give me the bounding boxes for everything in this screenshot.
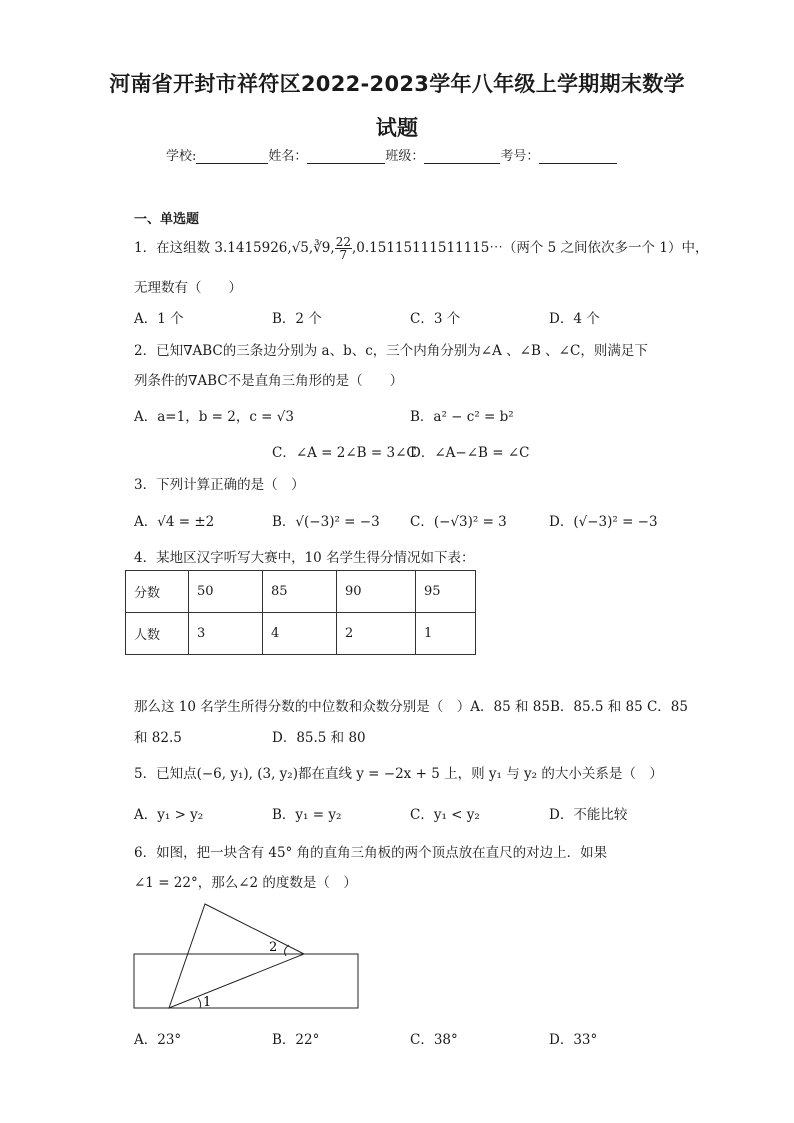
school-blank[interactable] (196, 149, 268, 164)
triangle-shape (169, 904, 304, 1008)
table-cell: 85 (263, 571, 337, 613)
class-blank[interactable] (424, 149, 500, 164)
q1-option-b[interactable]: B．2 个 (272, 311, 322, 327)
q4-after-line2-right[interactable]: D．85.5 和 80 (272, 730, 366, 746)
q5-stem: 5．已知点(−6, y₁), (3, y₂)都在直线 y = −2x + 5 上，则 y₁ 与 y₂ 的大小关系是（ ） (134, 766, 663, 782)
section-title: 一、单选题 (134, 212, 200, 227)
table-row (126, 571, 476, 613)
exam-title-line1: 河南省开封市祥符区2022-2023学年八年级上学期期末数学 (109, 72, 685, 96)
q1-frac-num: 22 (335, 235, 351, 249)
q6-ruler-triangle-figure (130, 900, 362, 1014)
q3-option-b[interactable]: B．√(−3)² = −3 (272, 514, 380, 530)
q5-option-c[interactable]: C．y₁ < y₂ (410, 807, 480, 823)
q2-option-d[interactable]: D．∠A−∠B = ∠C (410, 445, 530, 461)
q6-option-a[interactable]: A．23° (134, 1032, 182, 1048)
table-row (126, 613, 476, 655)
q4-after-line1: 那么这 10 名学生所得分数的中位数和众数分别是（ ）A．85 和 85B．85.5 和 85 C．85 (134, 699, 688, 715)
q1-prefix: 1．在这组数 3.1415926, (134, 240, 292, 256)
angle1-arc (198, 998, 201, 1008)
q6-stem-line2: ∠1 = 22°，那么∠2 的度数是（ ） (134, 875, 357, 891)
table-cell: 3 (189, 613, 263, 655)
q3-option-c[interactable]: C．(−√3)² = 3 (410, 514, 507, 530)
angle1-label: 1 (203, 995, 212, 1010)
q3-option-a[interactable]: A．√4 = ±2 (134, 514, 215, 530)
q1-option-d[interactable]: D．4 个 (549, 311, 600, 327)
q4-stem: 4．某地区汉字听写大赛中，10 名学生得分情况如下表： (134, 550, 475, 566)
exam-title-line2: 试题 (375, 116, 419, 140)
q1-option-a[interactable]: A．1 个 (134, 311, 184, 327)
q1-stem-cont: 无理数有（ ） (134, 280, 242, 296)
exam-no-label: 考号： (500, 149, 540, 164)
school-label: 学校: (166, 149, 197, 164)
q2-option-a[interactable]: A．a=1，b = 2，c = √3 (134, 409, 294, 425)
table-cell: 95 (416, 571, 476, 613)
q1-frac-den: 7 (339, 248, 348, 262)
class-label: 班级： (385, 149, 425, 164)
q6-option-d[interactable]: D．33° (549, 1032, 598, 1048)
exam-no-blank[interactable] (539, 149, 617, 164)
q6-option-b[interactable]: B．22° (272, 1032, 320, 1048)
student-info-row (166, 145, 617, 164)
q2-option-b[interactable]: B．a² − c² = b² (410, 409, 514, 425)
table-cell: 90 (337, 571, 416, 613)
q6-stem-line1: 6．如图，把一块含有 45° 角的直角三角板的两个顶点放在直尺的对边上．如果 (134, 845, 608, 861)
table-cell: 人数 (126, 613, 189, 655)
q2-stem-line1: 2．已知∇ABC的三条边分别为 a、b、c，三个内角分别为∠A 、∠B 、∠C，则满足下 (134, 343, 648, 359)
q4-after-line2-left: 和 82.5 (134, 730, 182, 746)
q1-option-c[interactable]: C．3 个 (410, 311, 461, 327)
table-cell: 1 (416, 613, 476, 655)
q1-stem: 1．在这组数 3.1415926,√5,∛9, $\frac{22}{7}$ ,0.15115111511115⋯（两个 5 之间依次多一个 1）中， (134, 235, 709, 262)
q1-fraction (335, 236, 352, 261)
table-cell: 2 (337, 613, 416, 655)
table-cell: 50 (189, 571, 263, 613)
q1-mid-text: ,0.15115111511115⋯（两个 5 之间依次多一个 1）中， (351, 240, 709, 256)
name-label: 姓名： (268, 149, 308, 164)
q2-option-c[interactable]: C．∠A = 2∠B = 3∠C (272, 445, 417, 461)
angle2-label: 2 (269, 940, 278, 955)
ruler-shape (134, 954, 358, 1008)
q1-cbrt9: ∛9 (313, 240, 331, 256)
q6-option-c[interactable]: C．38° (410, 1032, 458, 1048)
q1-sqrt5: √5 (291, 240, 309, 256)
table-cell: 4 (263, 613, 337, 655)
q5-option-a[interactable]: A．y₁ > y₂ (134, 807, 204, 823)
q5-option-b[interactable]: B．y₁ = y₂ (272, 807, 342, 823)
q3-option-d[interactable]: D．(√−3)² = −3 (549, 514, 658, 530)
table-cell: 分数 (126, 571, 189, 613)
q2-stem-line2: 列条件的∇ABC不是直角三角形的是（ ） (134, 373, 404, 389)
score-table (125, 570, 476, 655)
q3-stem: 3．下列计算正确的是（ ） (134, 477, 305, 493)
name-blank[interactable] (307, 149, 385, 164)
q5-option-d[interactable]: D．不能比较 (549, 807, 628, 823)
